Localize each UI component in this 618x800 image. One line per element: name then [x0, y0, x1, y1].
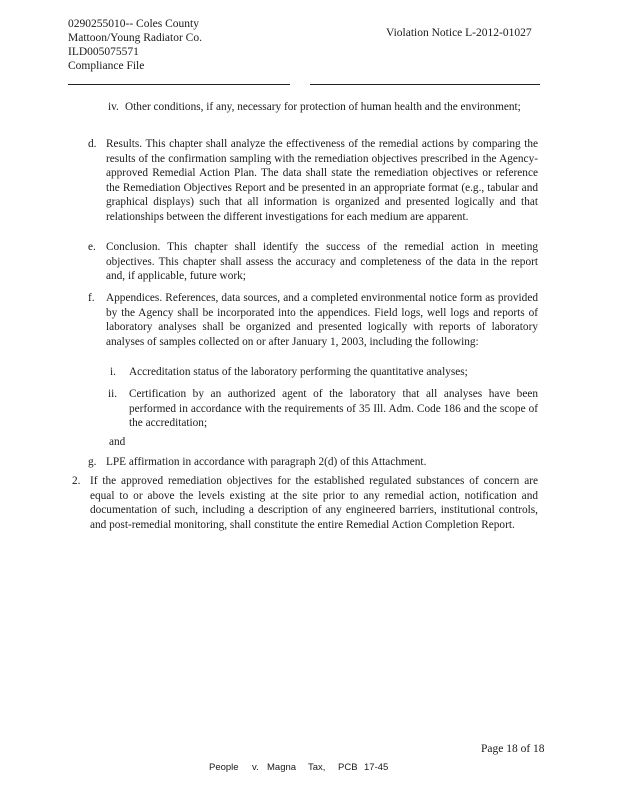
violation-notice-number: Violation Notice L-2012-01027	[386, 27, 532, 39]
connector-and: and	[109, 436, 126, 448]
item-g-lpe-text: LPE affirmation in accordance with paragraph 2(d) of this Attachment.	[106, 456, 427, 468]
item-f-marker: f.	[88, 292, 95, 304]
item-iv-text: Other conditions, if any, necessary for protection of human health and the environment;	[125, 101, 521, 113]
header-line-site-name: Mattoon/Young Radiator Co.	[68, 32, 202, 44]
item-f-appendices-text: Appendices. References, data sources, and a completed environmental notice form as provided by the Agency shall be incorporated into the appendices. Field logs, well logs and reports of laboratory analyses shall be organized and presented logically with reports of laboratory analyses of samples collected on or after January 1, 2003, including the following:	[106, 292, 538, 348]
footer-pcb: PCB	[338, 762, 358, 773]
item-f-ii-text: Certification by an authorized agent of the laboratory that all analyses have been performed in accordance with the requirements of 35 Ill. Adm. Code 186 and the scope of the accreditation;	[129, 388, 538, 430]
header-line-facility-id: 0290255010-- Coles County	[68, 18, 199, 30]
item-g-marker: g.	[88, 456, 97, 468]
header-line-epa-id: ILD005075571	[68, 46, 139, 58]
footer-case-number: 17-45	[364, 762, 389, 773]
header-rule-right	[310, 84, 540, 85]
paragraph-2-marker: 2.	[72, 475, 81, 487]
item-d-results-text: Results. This chapter shall analyze the effectiveness of the remedial actions by comparing the results of the confirmation sampling with the remediation objectives prescribed in the Agency-approved Remedial Action Plan. The data shall state the remediation objectives or reference the Remediation Objectives Report and be presented in an appropriate format (e.g., tabular and graphical displays) such that all information is organized and presented logically and that relationships between the different investigations for each medium are apparent.	[106, 138, 538, 223]
item-e-marker: e.	[88, 241, 96, 253]
header-line-file-type: Compliance File	[68, 60, 145, 72]
item-f-i-text: Accreditation status of the laboratory performing the quantitative analyses;	[129, 366, 468, 378]
footer-v: v.	[252, 762, 259, 773]
footer-people: People	[209, 762, 239, 773]
item-d-marker: d.	[88, 138, 97, 150]
document-header-left	[68, 17, 202, 73]
item-e-conclusion-text: Conclusion. This chapter shall identify the success of the remedial action in meeting objectives. This chapter shall assess the accuracy and completeness of the data in the report and, if applicable, future work;	[106, 241, 538, 283]
footer-magna: Magna	[267, 762, 297, 773]
page-number: Page 18 of 18	[481, 743, 545, 755]
item-f-i-marker: i.	[110, 366, 116, 378]
item-iv-marker: iv.	[108, 101, 119, 113]
header-rule-left	[68, 84, 290, 85]
footer-tax: Tax,	[308, 762, 326, 773]
paragraph-2-text: If the approved remediation objectives for the established regulated substances of concern are equal to or above the levels existing at the site prior to any remedial action, notification and documentation of such, including a description of any engineered barriers, institutional controls, and post-remedial monitoring, shall constitute the entire Remedial Action Completion Report.	[90, 475, 538, 531]
item-f-ii-marker: ii.	[108, 388, 118, 400]
